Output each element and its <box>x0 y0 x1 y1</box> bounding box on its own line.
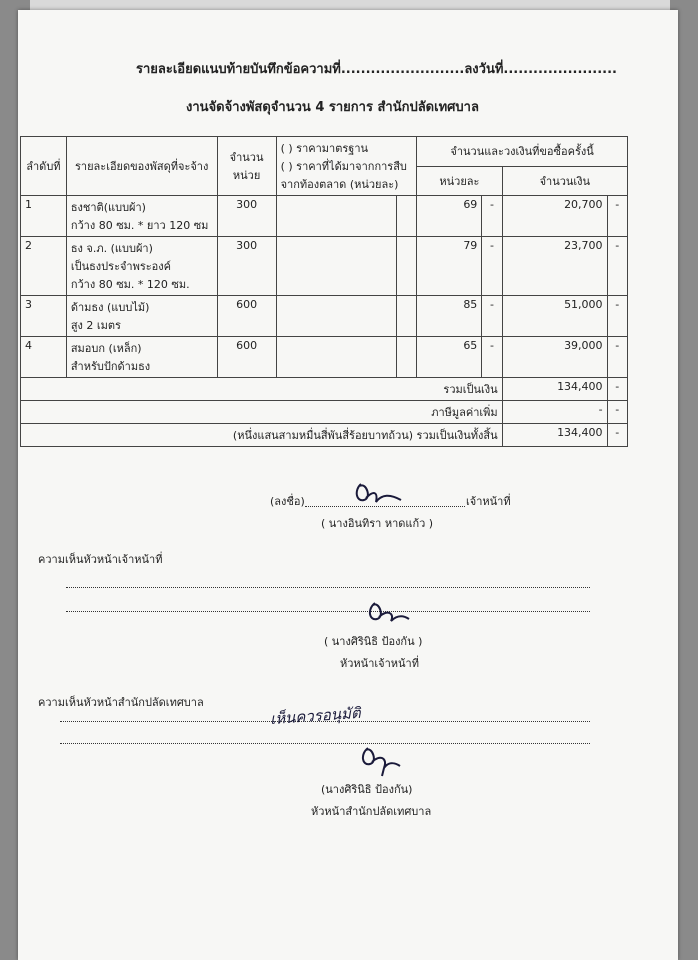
row-quantity: 600 <box>217 296 276 337</box>
desc-line: กว้าง 80 ซม. * 120 ซม. <box>70 278 190 291</box>
row-unit-dash: - <box>482 296 502 337</box>
row-price-cell <box>276 296 396 337</box>
row-no: 3 <box>21 296 67 337</box>
row-price-sub <box>396 196 416 237</box>
head-officer-name: ( นางศิรินิธิ ป้องกัน ) <box>324 635 423 648</box>
table-row <box>21 196 628 237</box>
row-price-sub <box>396 337 416 378</box>
table-row <box>21 337 628 378</box>
vat-value: - <box>502 401 607 424</box>
row-price-sub <box>396 237 416 296</box>
row-no: 4 <box>21 337 67 378</box>
total-value: 134,400 <box>502 378 607 401</box>
row-no: 2 <box>21 237 67 296</box>
total-label: รวมเป็นเงิน <box>21 378 503 401</box>
table-row <box>21 296 628 337</box>
desc-line: เป็นธงประจำพระองค์ <box>70 260 171 273</box>
document-title: งานจัดจ้างพัสดุจำนวน 4 รายการ สำนักปลัดเทศบาล <box>186 100 479 115</box>
row-price-sub <box>396 296 416 337</box>
row-description <box>66 196 217 237</box>
row-description <box>66 237 217 296</box>
row-price-cell <box>276 237 396 296</box>
signature-scribble <box>346 472 406 512</box>
office-head-name: (นางศิรินิธิ ป้องกัน) <box>321 783 413 796</box>
header-budget: จำนวนและวงเงินที่ขอซื้อครั้งนี้ <box>417 137 628 167</box>
items-table <box>20 136 628 447</box>
grand-total-row <box>21 424 628 447</box>
row-quantity: 600 <box>217 337 276 378</box>
desc-line: สูง 2 เมตร <box>70 319 121 332</box>
row-amount: 39,000 <box>502 337 607 378</box>
total-row <box>21 378 628 401</box>
row-unit-dash: - <box>482 196 502 237</box>
opinion-office-head-label: ความเห็นหัวหน้าสำนักปลัดเทศบาล <box>38 696 204 709</box>
table-row <box>21 237 628 296</box>
header-description: รายละเอียดของพัสดุที่จะจ้าง <box>66 137 217 196</box>
row-amount-dash: - <box>607 196 627 237</box>
handwritten-approval: เห็นควรอนุมัติ <box>269 703 362 729</box>
row-unit-price: 85 <box>417 296 482 337</box>
row-amount: 20,700 <box>502 196 607 237</box>
signature-prefix: (ลงชื่อ) <box>270 495 305 508</box>
row-amount-dash: - <box>607 237 627 296</box>
header-amount: จำนวนเงิน <box>502 166 627 196</box>
row-unit-price: 65 <box>417 337 482 378</box>
row-no: 1 <box>21 196 67 237</box>
row-description <box>66 337 217 378</box>
signature-scribble <box>361 595 411 631</box>
row-unit-dash: - <box>482 237 502 296</box>
row-unit-price: 69 <box>417 196 482 237</box>
desc-line: กว้าง 80 ซม. * ยาว 120 ซม <box>70 219 209 232</box>
grand-total-dash: - <box>607 424 627 447</box>
signer-name: ( นางอินทิรา หาดแก้ว ) <box>321 517 434 530</box>
header-quantity: จำนวนหน่วย <box>217 137 276 196</box>
row-amount: 23,700 <box>502 237 607 296</box>
signature-scribble <box>354 738 404 778</box>
desc-line: ด้ามธง (แบบไม้) <box>70 301 150 314</box>
row-amount-dash: - <box>607 296 627 337</box>
memo-reference-line: รายละเอียดแนบท้ายบันทึกข้อความที่.........................ลงวันที่....................... <box>136 62 617 77</box>
desc-line: สมอบก (เหล็ก) <box>70 342 142 355</box>
signature-role: เจ้าหน้าที่ <box>466 495 511 508</box>
document-page <box>18 10 678 960</box>
vat-dash: - <box>607 401 627 424</box>
vat-row <box>21 401 628 424</box>
opinion-line <box>60 742 590 744</box>
head-officer-title: หัวหน้าเจ้าหน้าที่ <box>340 657 419 670</box>
row-quantity: 300 <box>217 196 276 237</box>
grand-total-value: 134,400 <box>502 424 607 447</box>
office-head-title: หัวหน้าสำนักปลัดเทศบาล <box>311 805 432 818</box>
row-quantity: 300 <box>217 237 276 296</box>
desc-line: ธงชาติ(แบบผ้า) <box>70 201 146 214</box>
opinion-head-officer-label: ความเห็นหัวหน้าเจ้าหน้าที่ <box>38 553 163 566</box>
row-description <box>66 296 217 337</box>
row-amount: 51,000 <box>502 296 607 337</box>
row-price-cell <box>276 196 396 237</box>
total-dash: - <box>607 378 627 401</box>
grand-total-label: (หนึ่งแสนสามหมื่นสี่พันสี่ร้อยบาทถ้วน) รวมเป็นเงินทั้งสิ้น <box>21 424 503 447</box>
row-unit-dash: - <box>482 337 502 378</box>
row-price-cell <box>276 337 396 378</box>
header-unit-price: หน่วยละ <box>417 166 503 196</box>
row-amount-dash: - <box>607 337 627 378</box>
vat-label: ภาษีมูลค่าเพิ่ม <box>21 401 503 424</box>
opinion-line <box>66 610 590 612</box>
price-option-standard: ( ) ราคามาตรฐาน <box>280 142 369 155</box>
row-unit-price: 79 <box>417 237 482 296</box>
header-no: ลำดับที่ <box>21 137 67 196</box>
desc-line: สำหรับปักด้ามธง <box>70 360 151 373</box>
opinion-line <box>66 586 590 588</box>
price-option-market: ( ) ราคาที่ได้มาจากการสืบจากท้องตลาด (หน่วยละ) <box>280 160 407 191</box>
desc-line: ธง จ.ภ. (แบบผ้า) <box>70 242 153 255</box>
header-price-basis <box>276 137 417 196</box>
